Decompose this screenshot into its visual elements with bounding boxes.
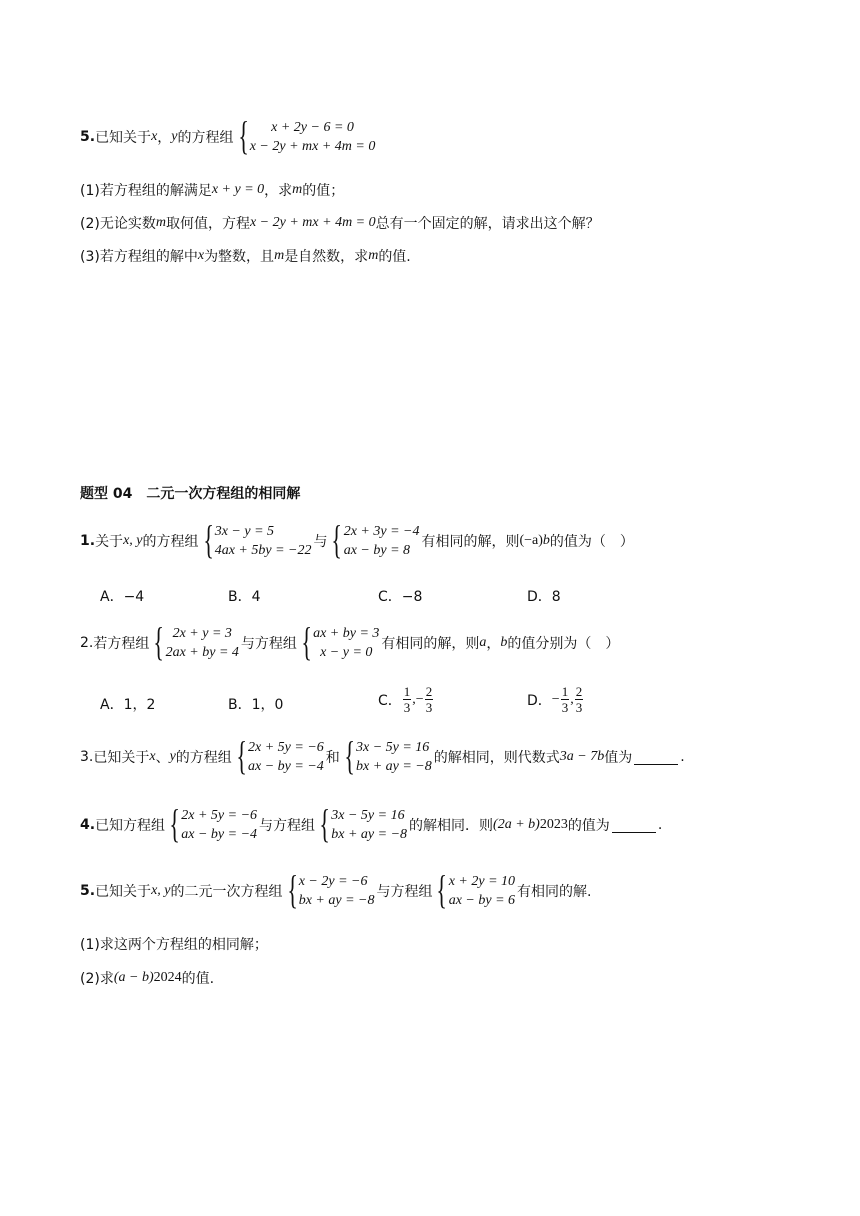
variables: x, y [123,533,143,548]
question-text: 总有一个固定的解，请求出这个解？ [375,216,600,232]
var-x: x [151,129,158,144]
numerator: 1 [403,684,411,699]
equation: ax − by = −4 [181,827,258,842]
stem-text: 关于 [95,534,124,550]
equation-system [167,801,258,846]
question-1 [80,934,268,954]
stem-text: 与 [313,534,328,550]
equation-system [234,733,324,778]
equation-system [151,619,239,664]
equation: ax − by = 6 [448,893,516,908]
equation: 2x + 3y = −4 [343,524,420,539]
equations [181,806,257,844]
question-text: 的值. [378,249,411,265]
equation: x + 2y − 6 = 0 [271,120,354,135]
stem-text: 与方程组 [240,636,297,652]
period: . [657,817,663,833]
option-label: D．8 [527,589,561,605]
question-text: ，求 [264,183,293,199]
equations [166,624,239,662]
equations [331,806,407,844]
option-label: C． [378,692,402,709]
stem-text: 的二元一次方程组 [170,884,283,900]
comma: ， [157,130,172,146]
var-y: y [171,129,178,144]
stem-text: 的方程组 [177,130,234,146]
problem-2 [80,619,620,664]
period: . [680,749,685,765]
answer-blank[interactable] [612,818,656,833]
var-a: a [479,635,487,650]
expression: (2a + b) [493,817,540,832]
equation: ax − by = −4 [248,759,324,774]
option-d[interactable] [527,684,584,715]
stem-text: 与方程组 [376,884,433,900]
equations [449,872,515,910]
stem-text: 与方程组 [259,818,316,834]
option-label: A．−4 [100,589,145,605]
numerator: 2 [425,684,433,699]
stem-text: 的方程组 [175,750,232,766]
equations [215,522,312,560]
exponent: 2023 [539,817,568,832]
equations [299,872,375,910]
stem-text: 有相同的解. [517,884,592,900]
equation: x − 2y = −6 [298,874,368,889]
equation-system [299,619,380,664]
fraction [425,684,434,715]
problem-number: 5. [80,883,96,899]
equation: bx + ay = −8 [355,759,432,774]
question-text: 的值； [302,183,345,199]
equations [344,522,420,560]
equations [313,624,379,662]
question-1 [80,180,344,200]
equation: 3x − y = 5 [214,524,275,539]
option-label: C．−8 [378,589,423,605]
var-y: y [169,749,176,764]
equation-system [201,517,312,562]
expression: (a − b) [113,970,154,985]
problem-5 [80,867,592,912]
answer-blank[interactable] [634,750,678,765]
comma: ， [486,636,501,652]
denominator: 3 [575,700,583,715]
equation-system [329,517,420,562]
equation-system [317,801,408,846]
equation: bx + ay = −8 [331,827,408,842]
stem-text: 若方程组 [93,636,150,652]
equation-system [236,113,376,158]
section-heading [80,483,300,503]
brace: { [331,517,343,562]
equation: ax + by = 3 [313,626,380,641]
var-m: m [368,248,379,263]
problem-3 [80,733,685,778]
fraction [575,684,584,715]
stem-text: 的值为 [567,818,610,834]
fraction [561,684,570,715]
brace: { [153,619,165,664]
brace: { [236,733,247,778]
question-text: 是自然数，求 [284,249,369,265]
problem-1 [80,517,634,562]
option-d[interactable] [527,586,561,606]
option-label: D． [527,692,552,709]
equation: 2x + 5y = −6 [248,740,324,755]
problem-4 [80,801,663,846]
section-title: 题型 04 二元一次方程组的相同解 [80,486,301,502]
stem-text: 的值分别为（ ） [507,636,620,652]
equation: 3x − 5y = 16 [331,808,405,823]
var-m: m [274,248,285,263]
option-c[interactable] [378,586,422,606]
separator: , [570,691,574,707]
stem-text: 的解相同．则 [409,818,494,834]
problem-5-stem [80,113,377,158]
stem-text: 已知方程组 [95,818,166,834]
var-m: m [155,215,166,230]
equation: 2x + 5y = −6 [181,808,258,823]
question-text: 为整数，且 [204,249,275,265]
exponent: b [542,533,550,548]
stem-text: 的值为（ ） [549,534,634,550]
option-c[interactable] [378,684,434,715]
problem-number: 5. [80,129,96,145]
question-text: (1)求这两个方程组的相同解； [80,937,268,953]
question-text: 取何值，方程 [165,216,250,232]
brace: { [286,867,298,912]
brace: { [301,619,312,664]
numerator: 2 [575,684,583,699]
option-b[interactable] [228,694,283,714]
option-b[interactable] [228,586,261,606]
stem-text: 有相同的解，则 [381,636,480,652]
stem-text: 的方程组 [142,534,199,550]
question-text: 的值. [181,971,215,987]
denominator: 3 [403,700,411,715]
separator: 、 [155,750,170,766]
expression: 3a − 7b [559,749,605,764]
var-x: x [149,749,156,764]
var-m: m [292,182,303,197]
option-label: A．1，2 [100,697,156,713]
question-2 [80,968,214,988]
problem-number: 2. [80,635,94,651]
stem-text: 和 [325,750,340,766]
fraction [403,684,412,715]
equation-system [434,867,516,912]
equation-system [285,867,375,912]
equation: 2x + y = 3 [172,626,232,641]
problem-number: 1. [80,533,96,549]
denominator: 3 [561,700,569,715]
stem-text: 已知关于 [93,750,150,766]
equation: ax − by = 8 [343,543,411,558]
question-2 [80,213,600,233]
equation: x − 2y + mx + 4m = 0 [249,215,376,230]
equation: 4ax + 5by = −22 [214,543,312,558]
equation: bx + ay = −8 [298,893,375,908]
equation: x − 2y + mx + 4m = 0 [249,139,376,154]
option-a[interactable] [100,694,155,714]
option-a[interactable] [100,586,144,606]
question-3 [80,246,411,266]
denominator: 3 [425,700,433,715]
equation: x + 2y = 10 [448,874,516,889]
option-label: B．1，0 [228,697,284,713]
problem-number: 4. [80,817,96,833]
stem-text: 值为 [604,750,633,766]
stem-text: 已知关于 [95,130,152,146]
stem-text: 有相同的解，则 [421,534,520,550]
question-text: (3)若方程组的解中 [80,249,198,265]
equation-system [342,733,432,778]
variables: x, y [151,883,171,898]
brace: { [319,801,330,846]
brace: { [436,867,448,912]
question-text: (1)若方程组的解满足 [80,183,212,199]
brace: { [344,733,355,778]
brace: { [169,801,180,846]
numerator: 1 [561,684,569,699]
brace: { [202,517,214,562]
equation: x − y = 0 [320,645,373,660]
equation: 2ax + by = 4 [165,645,239,660]
equation: 3x − 5y = 16 [355,740,430,755]
problem-number: 3. [80,749,94,765]
option-label: B．4 [228,589,261,605]
minus-sign: − [551,691,560,707]
equations [250,118,376,156]
stem-text: 的解相同，则代数式 [433,750,560,766]
expression: (−a) [519,533,543,548]
var-x: x [197,248,205,263]
question-text: (2)求 [80,971,114,987]
brace: { [237,113,249,158]
question-text: (2)无论实数 [80,216,156,232]
equations [356,738,432,776]
equations [248,738,324,776]
exponent: 2024 [153,970,182,985]
var-b: b [500,635,508,650]
stem-text: 已知关于 [95,884,152,900]
separator: ,− [412,691,424,707]
equation: x + y = 0 [211,182,265,197]
